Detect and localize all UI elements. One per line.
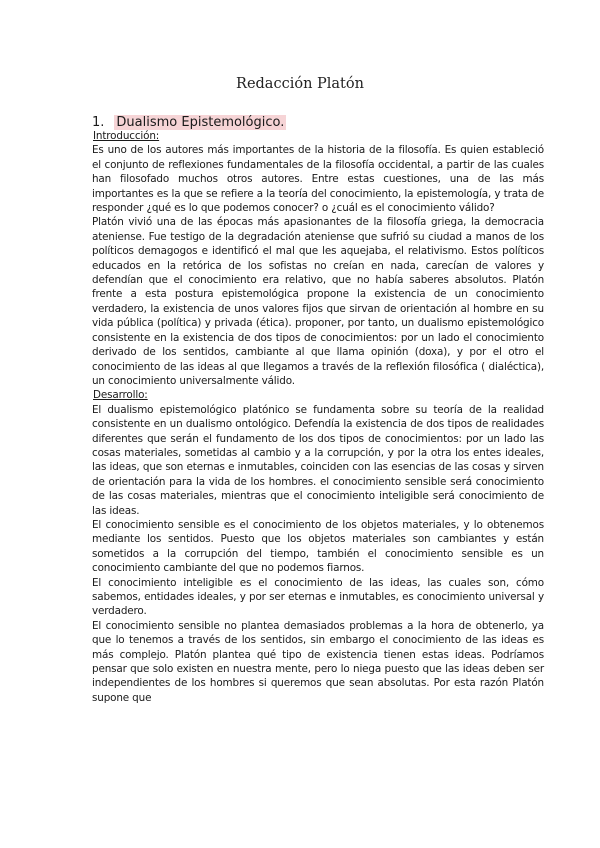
paragraph: Es uno de los autores más importantes de la historia de la filosofía. Es quien estableció el conjunto de reflexiones fundamentales de la filosofía occidental, a partir de las cuales han filosofado muchos otros autores. Entre estas cuestiones, una de las más importantes es la que se refiere a la teoría del conocimiento, la epistemología, y trata de responder ¿qué es lo que podemos conocer? o ¿cuál es el conocimiento válido? xyxy=(92,144,544,215)
document-body xyxy=(92,129,544,705)
section-title: Dualismo Epistemológico. xyxy=(116,115,285,130)
paragraph: El dualismo epistemológico platónico se fundamenta sobre su teoría de la realidad consistente en un dualismo ontológico. Defendía la existencia de dos tipos de realidades diferentes que serán el fundamento de los dos tipos de conocimientos: por un lado las cosas materiales, sometidas al cambio y a la corrupción, y por la otra los entes ideales, las ideas, que son eternas e inmutables, coinciden con las esencias de las cosas y sirven de orientación para la vida de los hombres. el conocimiento sensible será conocimiento de las cosas materiales, mientras que el conocimiento inteligible será conocimiento de las ideas. xyxy=(92,403,544,517)
section-number: 1. xyxy=(92,115,105,130)
subheading-introduccion: Introducción: xyxy=(93,130,160,142)
paragraph: El conocimiento inteligible es el conocimiento de las ideas, las cuales son, cómo sabemos, entidades ideales, y por ser eternas e inmutables, es conocimiento universal y verdadero. xyxy=(92,576,544,618)
paragraph: Platón vivió una de las épocas más apasionantes de la filosofía griega, la democracia ateniense. Fue testigo de la degradación ateniense que sufrió su ciudad a manos de los políticos demagogos e identificó el mal que les aquejaba, el relativismo. Estos políticos educados en la retórica de los sofistas no creían en nada, carecían de valores y defendían que el conocimiento era relativo, que no había saberes absolutos. Platón frente a esta postura epistemológica propone la existencia de un conocimiento verdadero, la existencia de unos valores fijos que sirvan de orientación al hombre en su vida pública (política) y privada (ética). proponer, por tanto, un dualismo epistemológico consistente en la existencia de dos tipos de conocimientos: por un lado el conocimiento derivado de los sentidos, cambiante al que llama opinión (doxa), y por el otro el conocimiento de las ideas al que llegamos a través de la reflexión filosófica ( dialéctica), un conocimiento universalmente válido. xyxy=(92,216,544,387)
paragraph: El conocimiento sensible es el conocimiento de los objetos materiales, y lo obtenemos mediante los sentidos. Puesto que los objetos materiales son cambiantes y están sometidos a la corrupción del tiempo, también el conocimiento sensible es un conocimiento cambiante del que no podemos fiarnos. xyxy=(92,518,544,575)
paragraph: El conocimiento sensible no plantea demasiados problemas a la hora de obtenerlo, ya que lo tenemos a través de los sentidos, sin embargo el conocimiento de las ideas es más complejo. Platón plantea qué tipo de existencia tienen estas ideas. Podríamos pensar que solo existen en nuestra mente, pero lo niega puesto que las ideas deben ser independientes de los hombres si queremos que sean absolutas. Por esta razón Platón supone que xyxy=(92,619,544,704)
subheading-desarrollo: Desarrollo: xyxy=(93,389,148,402)
document-title: Redacción Platón xyxy=(236,76,364,92)
